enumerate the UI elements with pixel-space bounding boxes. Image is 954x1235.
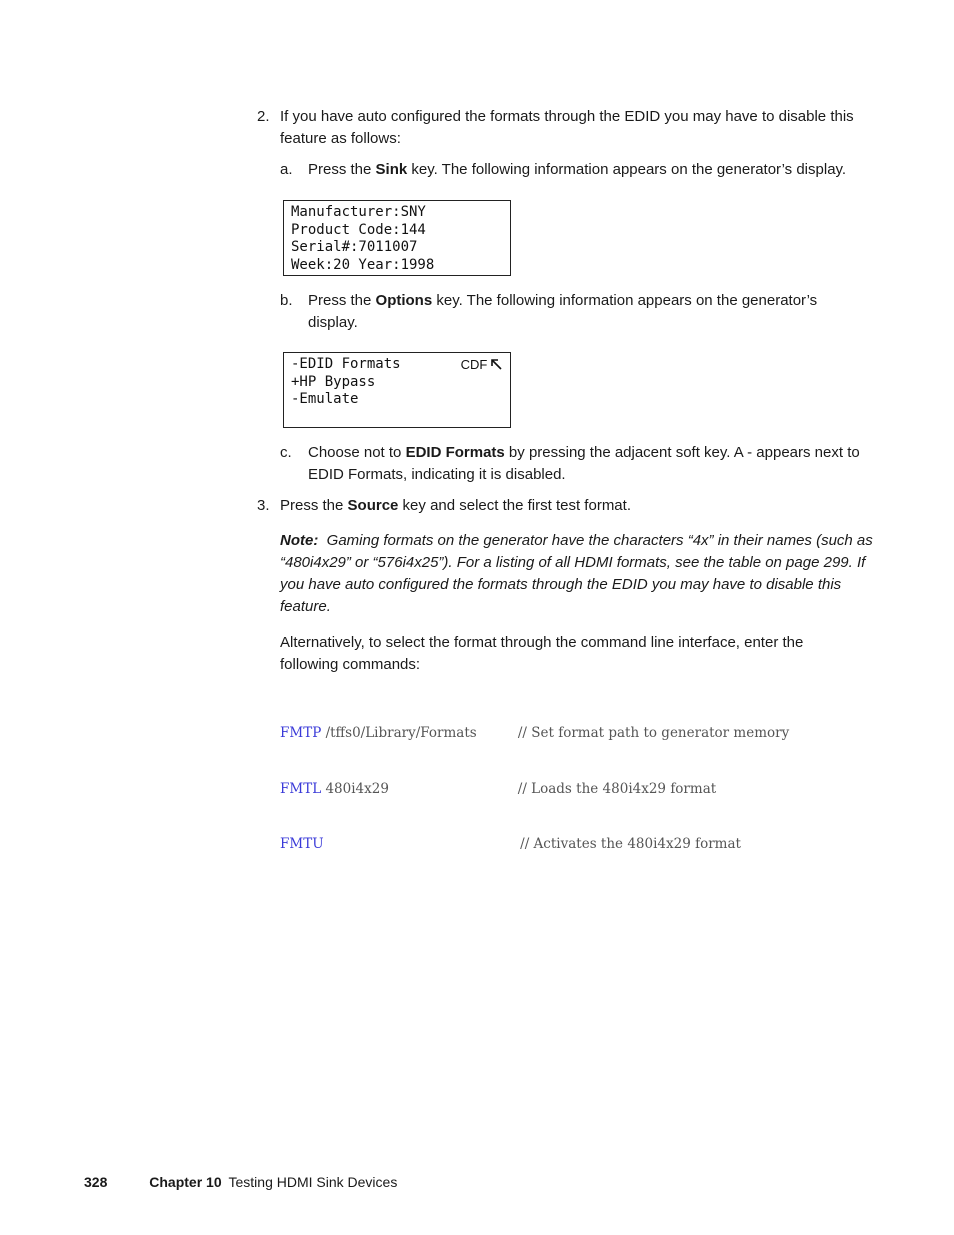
command-keyword: FMTP: [280, 725, 322, 741]
command-comment: // Activates the 480i4x29 format: [520, 836, 741, 852]
step-3-number: 3.: [257, 497, 270, 514]
note-label: Note:: [280, 532, 319, 549]
cli-intro-text: Alternatively, to select the format through the command line interface, enter the following commands:: [280, 634, 804, 673]
command-line: [280, 780, 789, 799]
generator-display-options: [283, 352, 511, 428]
display-line: -Emulate: [291, 391, 359, 407]
chapter-title: Testing HDMI Sink Devices: [228, 1174, 398, 1190]
step-2-number: 2.: [257, 108, 270, 125]
arrow-up-left-icon: [491, 359, 502, 370]
display-line: Manufacturer:SNY: [291, 204, 426, 220]
source-key-label: Source: [347, 497, 399, 514]
command-keyword: FMTU: [280, 836, 324, 852]
chapter-label: Chapter 10: [149, 1174, 222, 1190]
step-2a-letter: a.: [280, 161, 293, 178]
command-argument: /tffs0/Library/Formats: [325, 725, 477, 741]
command-block: [280, 687, 789, 872]
page-number: 328: [84, 1174, 108, 1190]
step-2b-text: Press the Options key. The following information appears on the generator’s display.: [308, 292, 818, 331]
note-block: [280, 530, 880, 618]
sink-key-label: Sink: [375, 161, 408, 178]
edid-formats-key-label: EDID Formats: [405, 444, 505, 461]
display-line: Serial#:7011007: [291, 239, 418, 255]
note-text: Gaming formats on the generator have the characters “4x” in their names (such as “480i4x29” or “576i4x25”). For a listing of all HDMI formats, see the table on page 299. If you have auto configured the formats through the EDID you may have to disable this feature.: [280, 532, 873, 615]
step-2c-letter: c.: [280, 444, 292, 461]
command-keyword: FMTL: [280, 780, 322, 797]
step-3-text: Press the Source key and select the first test format.: [280, 497, 631, 514]
generator-display-sink: [283, 200, 511, 276]
command-comment: // Set format path to generator memory: [517, 725, 790, 741]
command-comment: // Loads the 480i4x29 format: [517, 780, 717, 797]
options-key-label: Options: [375, 292, 433, 309]
page-footer: [84, 1174, 397, 1190]
display-line: Product Code:144: [291, 221, 426, 238]
command-argument: 480i4x29: [325, 780, 389, 797]
display-line: -EDID Formats: [291, 356, 401, 372]
step-2c-text: Choose not to EDID Formats by pressing the adjacent soft key. A - appears next to EDID Formats, indicating it is disabled.: [308, 444, 860, 483]
step-2a-text: Press the Sink key. The following information appears on the generator’s display.: [308, 161, 847, 178]
cdf-indicator: [461, 356, 502, 374]
display-line: +HP Bypass: [291, 373, 376, 390]
command-line: [280, 724, 789, 743]
step-2b-letter: b.: [280, 292, 293, 309]
step-2-text: If you have auto configured the formats through the EDID you may have to disable this feature as follows:: [280, 108, 854, 147]
command-line: [280, 835, 789, 854]
cdf-label: CDF: [460, 357, 488, 372]
display-line: Week:20 Year:1998: [291, 256, 435, 273]
